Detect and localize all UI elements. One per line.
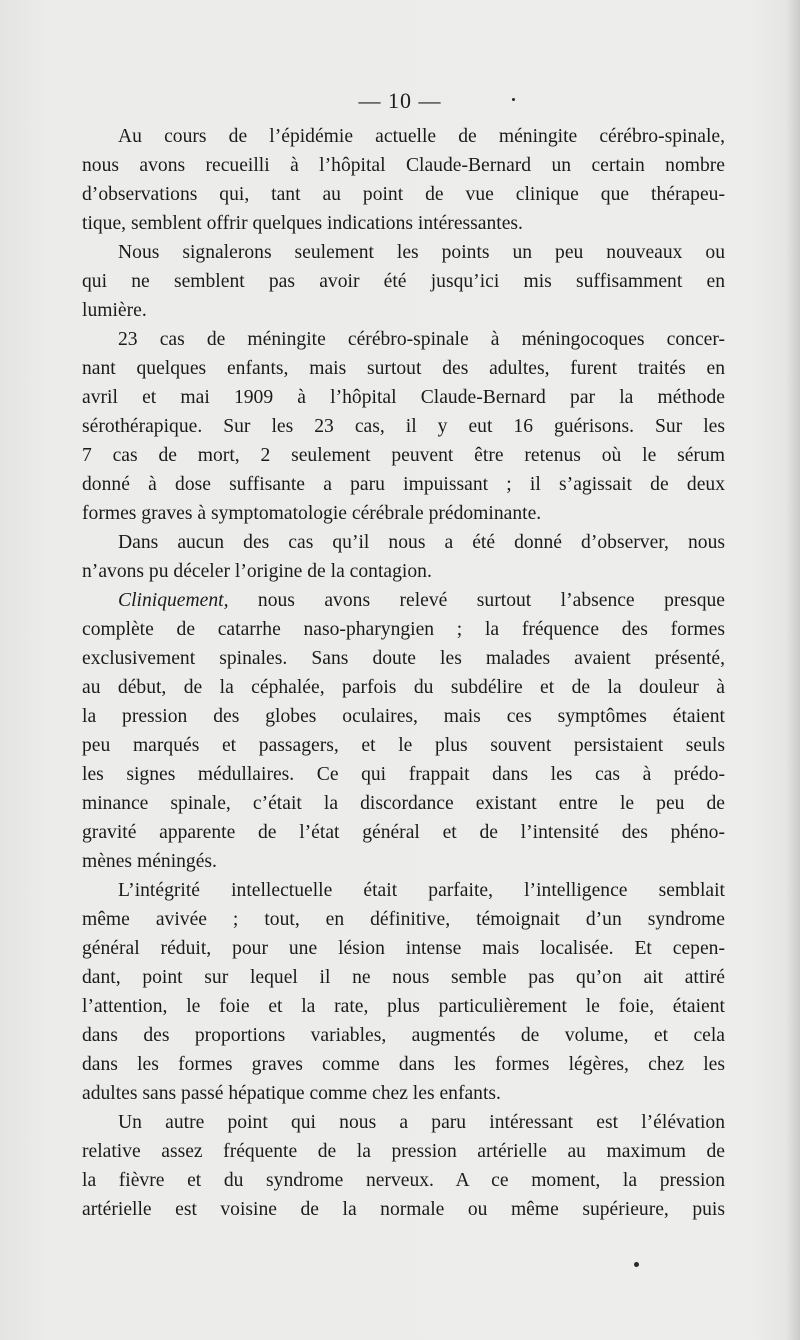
text-line: minance spinale, c’était la discordance existant entre le peu de (82, 793, 725, 814)
text-line: artérielle est voisine de la normale ou même supérieure, puis (82, 1199, 725, 1220)
paragraph (82, 238, 725, 325)
text-line: tique, semblent offrir quelques indications intéressantes. (82, 213, 523, 234)
text-line: formes graves à symptomatologie cérébrale prédominante. (82, 503, 542, 524)
ink-speck (634, 1262, 639, 1267)
paragraph (82, 325, 725, 528)
paragraph (82, 876, 725, 1108)
text-line: général réduit, pour une lésion intense mais localisée. Et cepen- (82, 938, 725, 959)
text-line: mènes méningés. (82, 851, 217, 872)
text-line: la fièvre et du syndrome nerveux. A ce moment, la pression (82, 1170, 725, 1191)
body-text (82, 122, 725, 1224)
text-line: exclusivement spinales. Sans doute les malades avaient présenté, (82, 648, 725, 669)
text-line: avril et mai 1909 à l’hôpital Claude-Bernard par la méthode (82, 387, 725, 408)
paragraph (82, 586, 725, 876)
text-line: peu marqués et passagers, et le plus souvent persistaient seuls (82, 735, 725, 756)
text-line: sérothérapique. Sur les 23 cas, il y eut 16 guérisons. Sur les (82, 416, 725, 437)
text-line: qui ne semblent pas avoir été jusqu’ici mis suffisamment en (82, 271, 725, 292)
text-line: l’attention, le foie et la rate, plus particulièrement le foie, étaient (82, 996, 725, 1017)
text-line: dans les formes graves comme dans les formes légères, chez les (82, 1054, 725, 1075)
text-line: la pression des globes oculaires, mais ces symptômes étaient (82, 706, 725, 727)
italic-lead: Cliniquement, (118, 590, 229, 611)
text-line: au début, de la céphalée, parfois du subdélire et de la douleur à (82, 677, 725, 698)
text-line: adultes sans passé hépatique comme chez les enfants. (82, 1083, 501, 1104)
text-line: Nous signalerons seulement les points un peu nouveaux ou (118, 242, 725, 263)
text-line: gravité apparente de l’état général et de l’intensité des phéno- (82, 822, 725, 843)
text-line: nant quelques enfants, mais surtout des adultes, furent traités en (82, 358, 725, 379)
text-line: Un autre point qui nous a paru intéressant est l’élévation (118, 1112, 725, 1133)
text-line: relative assez fréquente de la pression artérielle au maximum de (82, 1141, 725, 1162)
paragraph (82, 528, 725, 586)
text-line: dant, point sur lequel il ne nous semble pas qu’on ait attiré (82, 967, 725, 988)
ink-speck (512, 98, 515, 101)
text-line: Au cours de l’épidémie actuelle de méningite cérébro-spinale, (118, 126, 725, 147)
text-line: complète de catarrhe naso-pharyngien ; la fréquence des formes (82, 619, 725, 640)
text-line: donné à dose suffisante a paru impuissant ; il s’agissait de deux (82, 474, 725, 495)
text-line: L’intégrité intellectuelle était parfaite, l’intelligence semblait (118, 880, 725, 901)
text-line: dans des proportions variables, augmentés de volume, et cela (82, 1025, 725, 1046)
page-edge-shadow (786, 0, 800, 1340)
text-line: lumière. (82, 300, 147, 321)
text-line (82, 586, 725, 615)
text-line: n’avons pu déceler l’origine de la contagion. (82, 561, 432, 582)
text-line: d’observations qui, tant au point de vue clinique que thérapeu- (82, 184, 725, 205)
text-line: 23 cas de méningite cérébro-spinale à méningocoques concer- (118, 329, 725, 350)
paragraph (82, 1108, 725, 1224)
text-line: même avivée ; tout, en définitive, témoignait d’un syndrome (82, 909, 725, 930)
text-line: les signes médullaires. Ce qui frappait dans les cas à prédo- (82, 764, 725, 785)
text-line: Dans aucun des cas qu’il nous a été donné d’observer, nous (118, 532, 725, 553)
text-line: 7 cas de mort, 2 seulement peuvent être retenus où le sérum (82, 445, 725, 466)
text-span: nous avons relevé surtout l’absence presque (228, 590, 725, 611)
text-line: nous avons recueilli à l’hôpital Claude-Bernard un certain nombre (82, 155, 725, 176)
paragraph (82, 122, 725, 238)
page-number: — 10 — (358, 88, 442, 113)
